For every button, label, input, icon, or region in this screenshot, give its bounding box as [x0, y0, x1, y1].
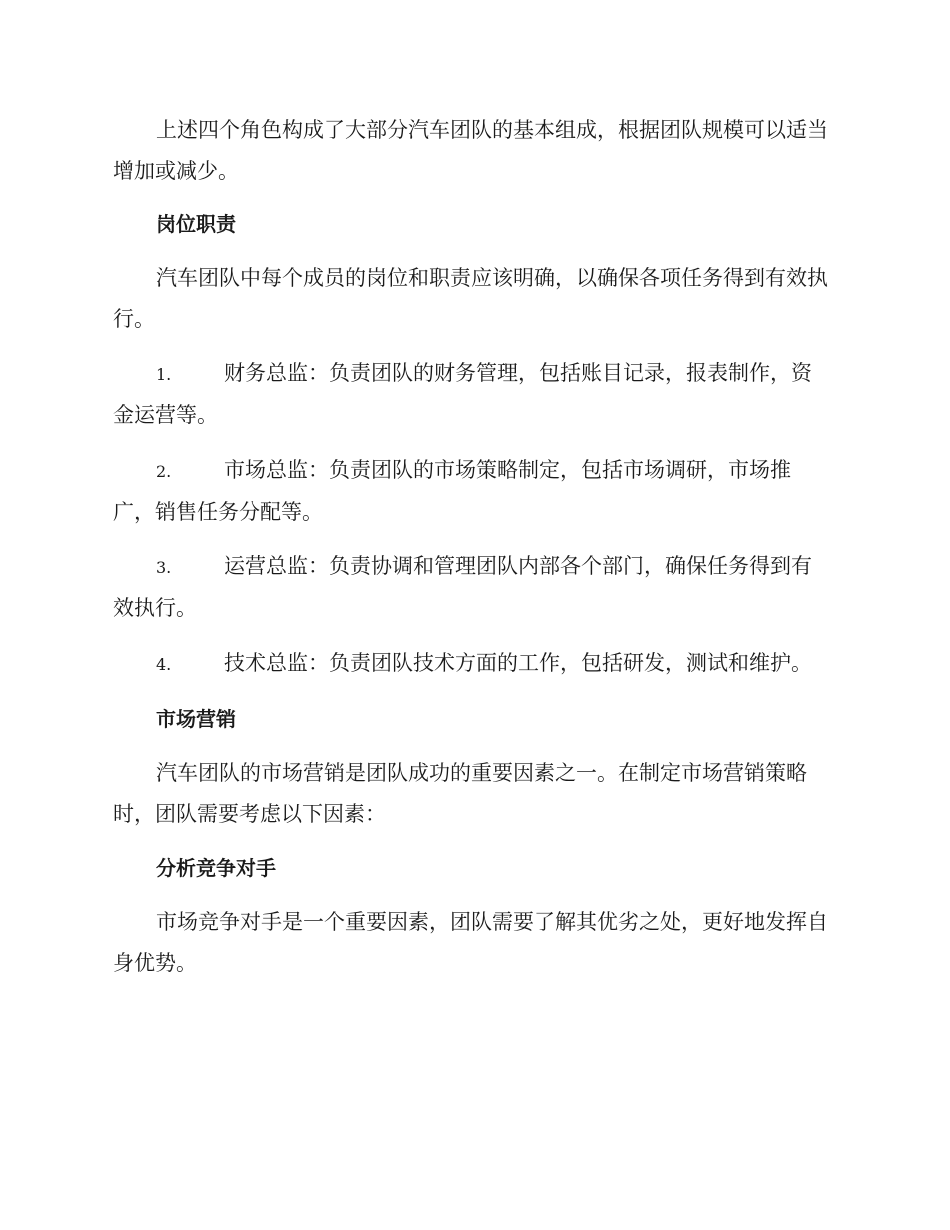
list-item-number: 3.	[156, 558, 172, 577]
list-item-number: 4.	[156, 655, 172, 674]
list-item	[113, 450, 832, 533]
list-item-number: 2.	[156, 462, 172, 481]
marketing-paragraph: 汽车团队的市场营销是团队成功的重要因素之一。在制定市场营销策略时，团队需要考虑以下因素：	[113, 761, 807, 826]
list-item-text: 市场总监：负责团队的市场策略制定，包括市场调研，市场推广，销售任务分配等。	[113, 458, 791, 524]
list-item-text: 技术总监：负责团队技术方面的工作，包括研发，测试和维护。	[224, 651, 812, 675]
section-heading-duties: 岗位职责	[156, 212, 236, 236]
list-item	[113, 353, 832, 436]
list-item	[113, 643, 832, 685]
duties-paragraph: 汽车团队中每个成员的岗位和职责应该明确，以确保各项任务得到有效执行。	[113, 266, 828, 331]
list-item-text: 运营总监：负责协调和管理团队内部各个部门，确保任务得到有效执行。	[113, 554, 812, 620]
intro-paragraph: 上述四个角色构成了大部分汽车团队的基本组成，根据团队规模可以适当增加或减少。	[113, 118, 828, 183]
section-heading-marketing: 市场营销	[156, 707, 236, 731]
list-item-number: 1.	[156, 365, 172, 384]
list-item	[113, 546, 832, 629]
list-item-text: 财务总监：负责团队的财务管理，包括账目记录，报表制作，资金运营等。	[113, 361, 812, 427]
section-heading-competitors: 分析竞争对手	[156, 856, 276, 880]
competitors-paragraph: 市场竞争对手是一个重要因素，团队需要了解其优劣之处，更好地发挥自身优势。	[113, 910, 828, 975]
